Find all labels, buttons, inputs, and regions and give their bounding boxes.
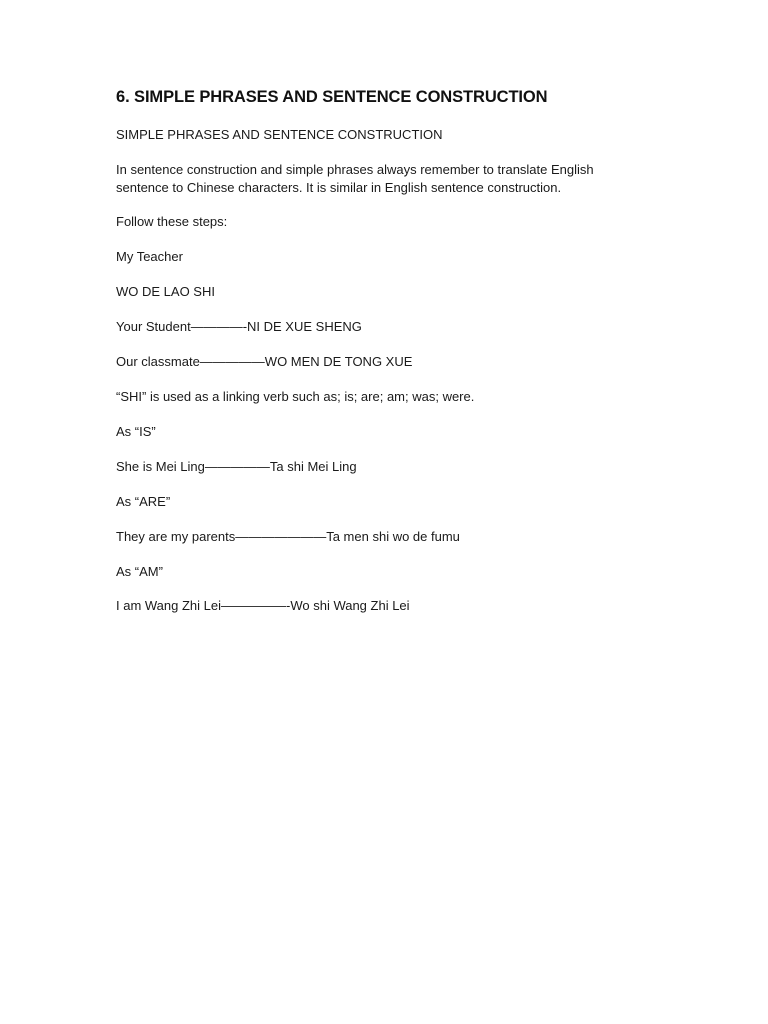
section-heading: 6. SIMPLE PHRASES AND SENTENCE CONSTRUCTION	[116, 88, 548, 106]
as-are-example: They are my parents———————Ta men shi wo de fumu	[116, 529, 460, 544]
subheading: SIMPLE PHRASES AND SENTENCE CONSTRUCTION	[116, 127, 443, 142]
example-3: Our classmate—————WO MEN DE TONG XUE	[116, 354, 413, 369]
as-am-example: I am Wang Zhi Lei—————-Wo shi Wang Zhi Lei	[116, 598, 410, 613]
as-is-label: As “IS”	[116, 424, 156, 439]
as-am-label: As “AM”	[116, 564, 163, 579]
steps-label: Follow these steps:	[116, 214, 228, 229]
as-are-label: As “ARE”	[116, 494, 171, 509]
example-1-pinyin: WO DE LAO SHI	[116, 284, 215, 299]
example-1-english: My Teacher	[116, 249, 183, 264]
shi-note: “SHI” is used as a linking verb such as; is; are; am; was; were.	[116, 389, 475, 404]
intro-paragraph: In sentence construction and simple phrases always remember to translate English sentence to Chinese characters. It is similar in English sentence construction.	[116, 162, 594, 195]
example-2: Your Student————-NI DE XUE SHENG	[116, 319, 362, 334]
as-is-example: She is Mei Ling—————Ta shi Mei Ling	[116, 459, 357, 474]
